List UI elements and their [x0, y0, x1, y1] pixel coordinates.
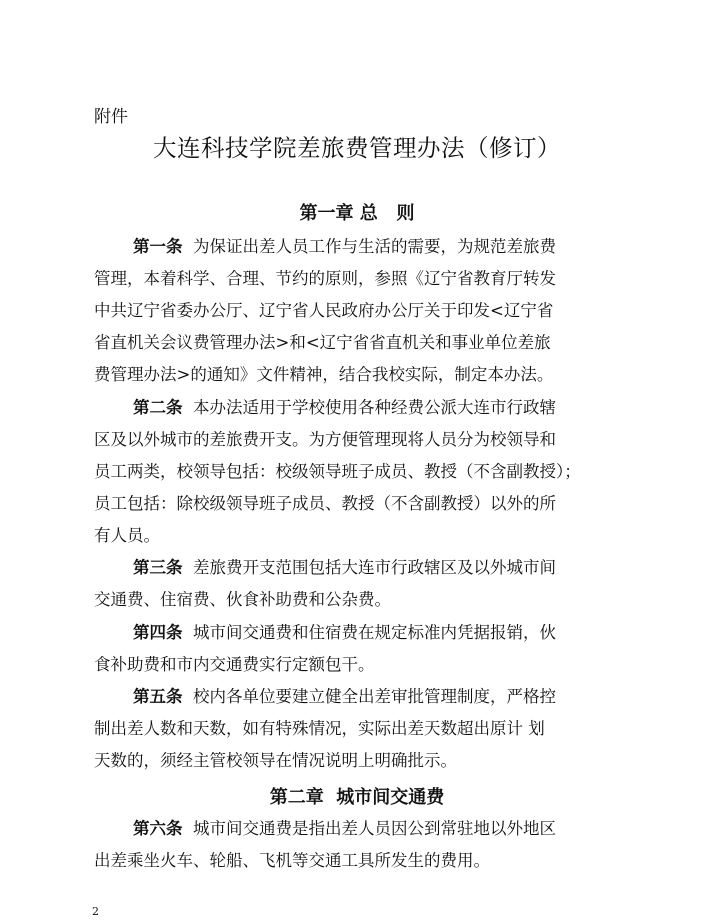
article-6-line-1: 第六条 城市间交通费是指出差人员因公到常驻地以外地区	[133, 819, 556, 838]
document-title: 大连科技学院差旅费管理办法（修订）	[153, 134, 561, 162]
article-4-line-1: 第四条 城市间交通费和住宿费在规定标准内凭据报销，伙	[133, 623, 556, 642]
article-5-line-1: 第五条 校内各单位要建立健全出差审批管理制度，严格控	[133, 687, 556, 706]
article-1-line-3: 中共辽宁省委办公厅、辽宁省人民政府办公厅关于印发<辽宁省	[94, 301, 554, 320]
article-3-label: 第三条	[133, 558, 183, 577]
attachment-label: 附件	[94, 107, 128, 127]
article-6-line-2: 出差乘坐火车、轮船、飞机等交通工具所发生的费用。	[94, 851, 490, 870]
chapter-heading-2: 第二章 城市间交通费	[269, 787, 445, 808]
article-2-line-4: 员工包括：除校级领导班子成员、教授（不含副教授）以外的所	[94, 494, 556, 513]
article-1-line-5: 费管理办法>的通知》文件精神，结合我校实际，制定本办法。	[94, 365, 554, 384]
article-5-line-3: 天数的，须经主管校领导在情况说明上明确批示。	[94, 751, 457, 770]
article-1-line-2: 管理，本着科学、合理、节约的原则，参照《辽宁省教育厅转发	[94, 269, 556, 288]
article-4-line-2: 食补助费和市内交通费实行定额包干。	[94, 655, 375, 674]
article-2-label: 第二条	[133, 398, 183, 417]
chapter-heading-1: 第一章 总 则	[299, 203, 415, 224]
article-6-label: 第六条	[133, 819, 183, 838]
article-5-label: 第五条	[133, 687, 183, 706]
article-1-line-1: 第一条 为保证出差人员工作与生活的需要，为规范差旅费	[133, 237, 556, 256]
page-number: 2	[92, 905, 99, 918]
article-3-line-2: 交通费、住宿费、伙食补助费和公杂费。	[94, 590, 391, 609]
article-1-line-4: 省直机关会议费管理办法>和<辽宁省省直机关和事业单位差旅	[94, 333, 551, 352]
article-4-label: 第四条	[133, 623, 183, 642]
article-2-line-1: 第二条 本办法适用于学校使用各种经费公派大连市行政辖	[133, 398, 556, 417]
article-1-label: 第一条	[133, 237, 183, 256]
article-2-line-2: 区及以外城市的差旅费开支。为方便管理现将人员分为校领导和	[94, 430, 556, 449]
article-2-line-5: 有人员。	[94, 526, 160, 545]
article-5-line-2: 制出差人数和天数，如有特殊情况，实际出差天数超出原计 划	[94, 719, 545, 738]
article-3-line-1: 第三条 差旅费开支范围包括大连市行政辖区及以外城市间	[133, 558, 556, 577]
article-2-line-3: 员工两类，校领导包括：校级领导班子成员、教授（不含副教授）；	[94, 462, 581, 481]
